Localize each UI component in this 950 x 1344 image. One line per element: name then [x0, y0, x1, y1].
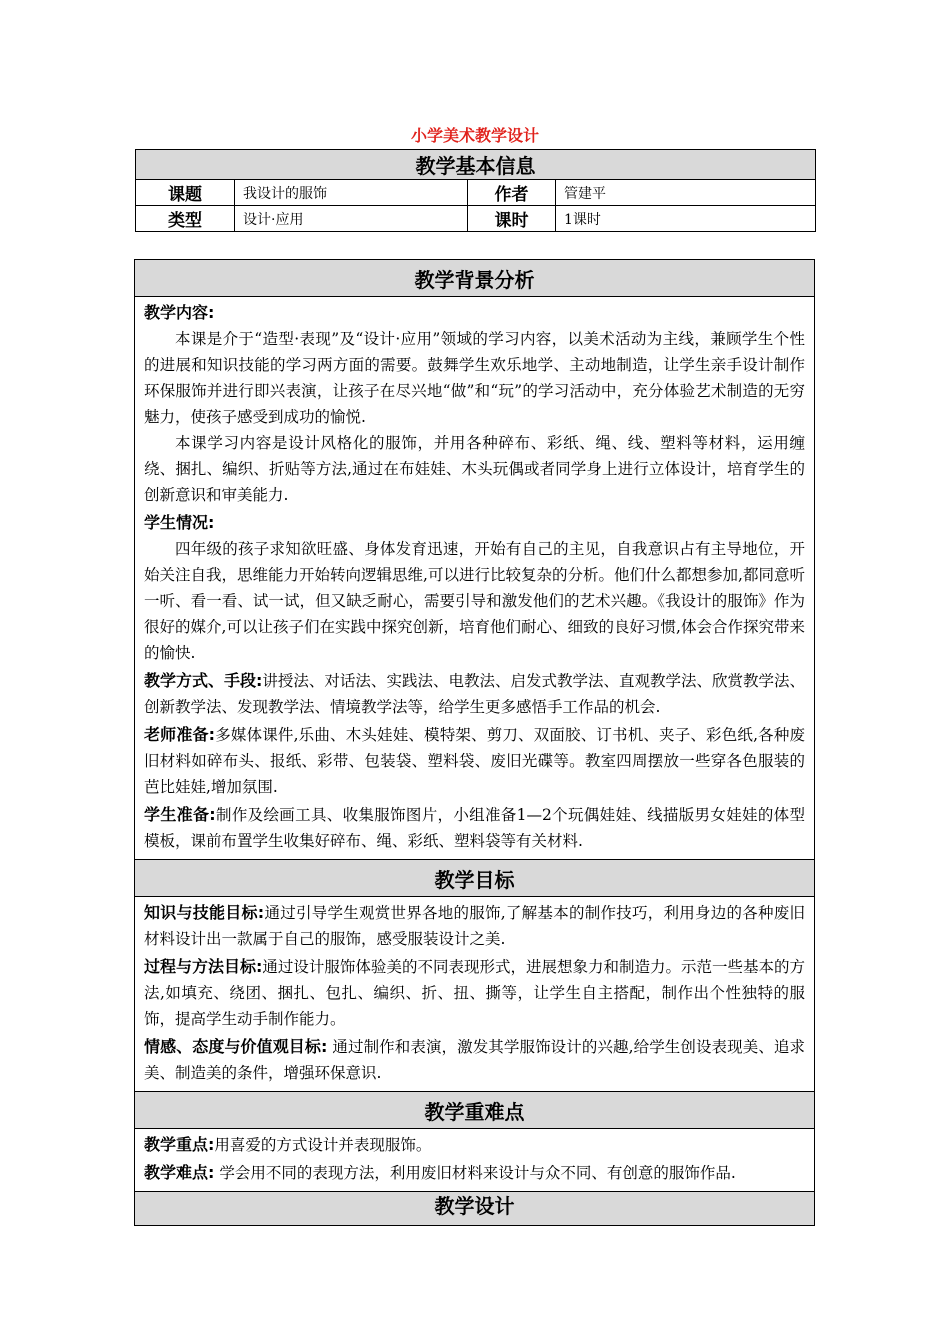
- difficulty-label: 教学难点:: [144, 1163, 215, 1182]
- type-label: 类型: [136, 206, 235, 232]
- emotion-goal-text: 通过制作和表演，激发其学服饰设计的兴趣,给学生创设表现美、追求美、制造美的条件，增强环保意识.: [144, 1038, 806, 1082]
- goals-header: 教学目标: [135, 860, 815, 897]
- document-title: 小学美术教学设计: [410, 126, 539, 145]
- basic-info-header: 教学基本信息: [136, 150, 816, 180]
- methods-text: 讲授法、对话法、实践法、电教法、启发式教学法、直观教学法、欣赏教学法、创新教学法、发现教学法、情境教学法等，给学生更多感悟手工作品的机会.: [144, 672, 805, 716]
- hours-label: 课时: [468, 206, 556, 232]
- methods-label: 教学方式、手段:: [144, 671, 263, 690]
- background-header: 教学背景分析: [135, 260, 815, 297]
- process-goal-label: 过程与方法目标:: [144, 957, 263, 976]
- content-paragraph-1: 本课是介于“造型·表现”及“设计·应用”领域的学习内容，以美术活动为主线，兼顾学生个性的进展和知识技能的学习两方面的需要。鼓舞学生欢乐地学、主动地制造，让学生亲手设计制作环保服饰并进行即兴表演，让孩子在尽兴地“做”和“玩”的学习活动中，充分体验艺术制造的无穷魅力，使孩子感受到成功的愉悦.: [144, 330, 805, 426]
- process-goal-text: 通过设计服饰体验美的不同表现形式，进展想象力和制造力。示范一些基本的方法,如填充、绕团、捆扎、包扎、编织、折、扭、撕等，让学生自主搭配，制作出个性独特的服饰，提高学生动手制作能力。: [144, 958, 805, 1028]
- focus-label: 教学重点:: [144, 1135, 215, 1154]
- topic-label: 课题: [136, 180, 235, 206]
- lesson-plan-table: [134, 259, 815, 1226]
- student-prep-label: 学生准备:: [144, 805, 216, 824]
- emotion-goal-label: 情感、态度与价值观目标:: [144, 1037, 328, 1056]
- teacher-prep-text: 多媒体课件,乐曲、木头娃娃、模特架、剪刀、双面胶、订书机、夹子、彩色纸,各种废旧材料如碎布头、报纸、彩带、包装袋、塑料袋、废旧光碟等。教室四周摆放一些穿各色服装的芭比娃娃,增加氛围.: [144, 726, 805, 796]
- basic-info-table: [135, 149, 816, 232]
- type-value: 设计·应用: [235, 206, 468, 232]
- hours-value: 1课时: [556, 206, 816, 232]
- difficulty-text: 学会用不同的表现方法，利用废旧材料来设计与众不同、有创意的服饰作品.: [214, 1164, 736, 1182]
- author-label: 作者: [468, 180, 556, 206]
- topic-value: 我设计的服饰: [235, 180, 468, 206]
- design-header: 教学设计: [135, 1192, 815, 1226]
- knowledge-goal-label: 知识与技能目标:: [144, 903, 265, 922]
- knowledge-goal-text: 通过引导学生观赏世界各地的服饰,了解基本的制作技巧，利用身边的各种废旧材料设计出一款属于自己的服饰，感受服装设计之美.: [144, 904, 805, 948]
- content-paragraph-2: 本课学习内容是设计风格化的服饰，并用各种碎布、彩纸、绳、线、塑料等材料，运用缠绕、捆扎、编织、折贴等方法,通过在布娃娃、木头玩偶或者同学身上进行立体设计，培育学生的创新意识和审美能力.: [144, 434, 805, 504]
- key-points-header: 教学重难点: [135, 1092, 815, 1129]
- content-label: 教学内容:: [144, 303, 215, 322]
- author-value: 管建平: [556, 180, 816, 206]
- student-prep-text: 制作及绘画工具、收集服饰图片，小组准备1—2个玩偶娃娃、线描版男女娃娃的体型模板，课前布置学生收集好碎布、绳、彩纸、塑料袋等有关材料.: [144, 806, 805, 850]
- teacher-prep-label: 老师准备:: [144, 725, 216, 744]
- goals-section: [135, 897, 815, 1092]
- key-points-section: [135, 1129, 815, 1192]
- focus-text: 用喜爱的方式设计并表现服饰。: [214, 1136, 432, 1154]
- students-paragraph: 四年级的孩子求知欲旺盛、身体发育迅速，开始有自己的主见，自我意识占有主导地位，开始关注自我，思维能力开始转向逻辑思维,可以进行比较复杂的分析。他们什么都想参加,都同意听一听、看一看、试一试，但又缺乏耐心，需要引导和激发他们的艺术兴趣。《我设计的服饰》作为很好的媒介,可以让孩子们在实践中探究创新，培育他们耐心、细致的良好习惯,体会合作探究带来的愉快.: [144, 540, 805, 662]
- background-section: [135, 297, 815, 860]
- students-label: 学生情况:: [144, 513, 215, 532]
